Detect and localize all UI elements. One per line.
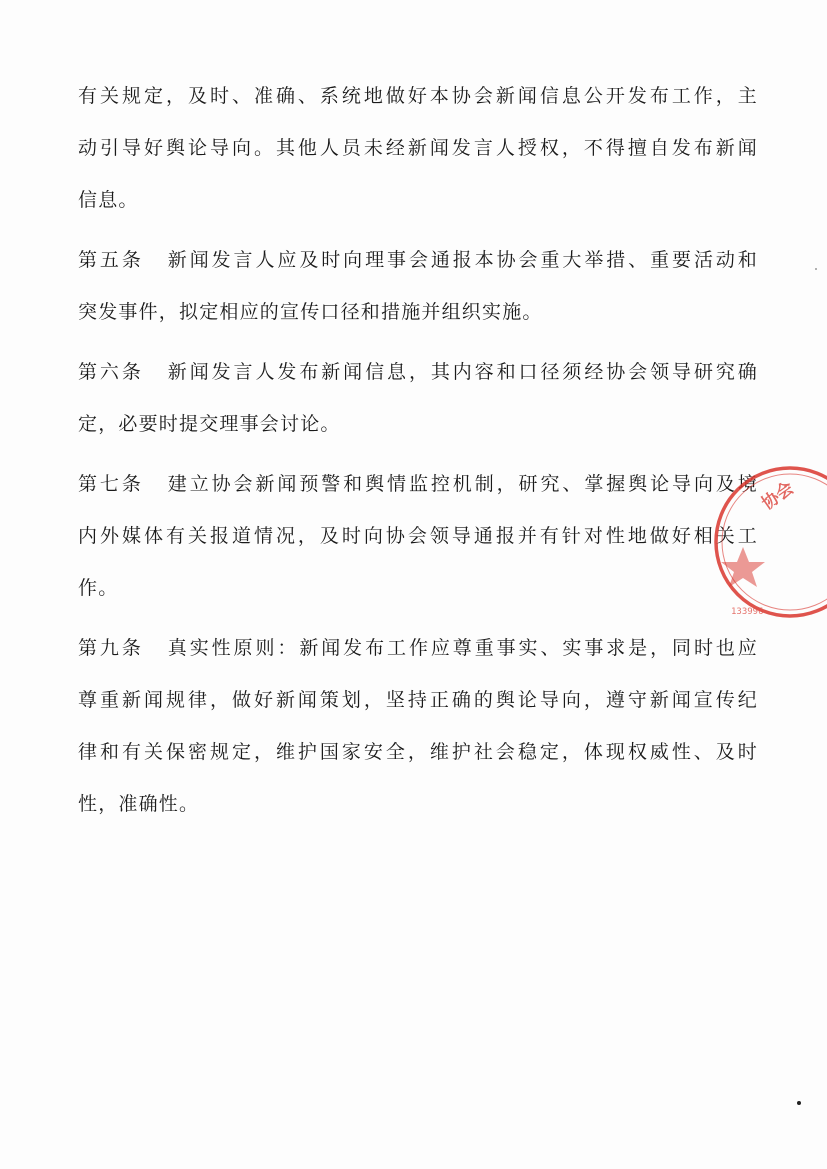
- seal-number: 133996: [731, 607, 764, 617]
- scan-speck: [797, 1101, 801, 1105]
- text-line: 尊重新闻规律，做好新闻策划，坚持正确的舆论导向，遵守新闻宣传纪: [78, 689, 758, 711]
- seal-text: 协会: [758, 478, 798, 515]
- article-first-line: [78, 346, 758, 398]
- text-line: 性，准确性。: [78, 793, 200, 815]
- article-text: 真实性原则：新闻发布工作应尊重事实、实事求是，同时也应: [167, 637, 758, 659]
- article-7: [78, 458, 758, 614]
- article-label: 第七条: [78, 473, 144, 495]
- article-first-line: [78, 622, 758, 674]
- text-line: 突发事件，拟定相应的宣传口径和措施并组织实施。: [78, 301, 543, 323]
- article-first-line: [78, 234, 758, 286]
- text-line: 律和有关保密规定，维护国家安全，维护社会稳定，体现权威性、及时: [78, 741, 758, 763]
- text-line: 信息。: [78, 189, 139, 211]
- article-label: 第九条: [78, 637, 144, 659]
- article-9: [78, 622, 758, 830]
- scan-speck: [815, 268, 817, 270]
- text-line: 内外媒体有关报道情况，及时向协会领导通报并有针对性地做好相关工: [78, 525, 758, 547]
- article-label: 第六条: [78, 361, 144, 383]
- document-body: [78, 70, 758, 838]
- article-text: 新闻发言人应及时向理事会通报本协会重大举措、重要活动和: [167, 249, 758, 271]
- text-line: 作。: [78, 577, 119, 599]
- text-line: 有关规定，及时、准确、系统地做好本协会新闻信息公开发布工作，主: [78, 85, 758, 107]
- article-first-line: [78, 458, 758, 510]
- article-label: 第五条: [78, 249, 144, 271]
- article-6: [78, 346, 758, 450]
- article-5: [78, 234, 758, 338]
- text-line: 动引导好舆论导向。其他人员未经新闻发言人授权，不得擅自发布新闻: [78, 137, 758, 159]
- intro-paragraph: [78, 70, 758, 226]
- article-text: 建立协会新闻预警和舆情监控机制，研究、掌握舆论导向及境: [167, 473, 758, 495]
- text-line: 定，必要时提交理事会讨论。: [78, 413, 341, 435]
- article-text: 新闻发言人发布新闻信息，其内容和口径须经协会领导研究确: [167, 361, 758, 383]
